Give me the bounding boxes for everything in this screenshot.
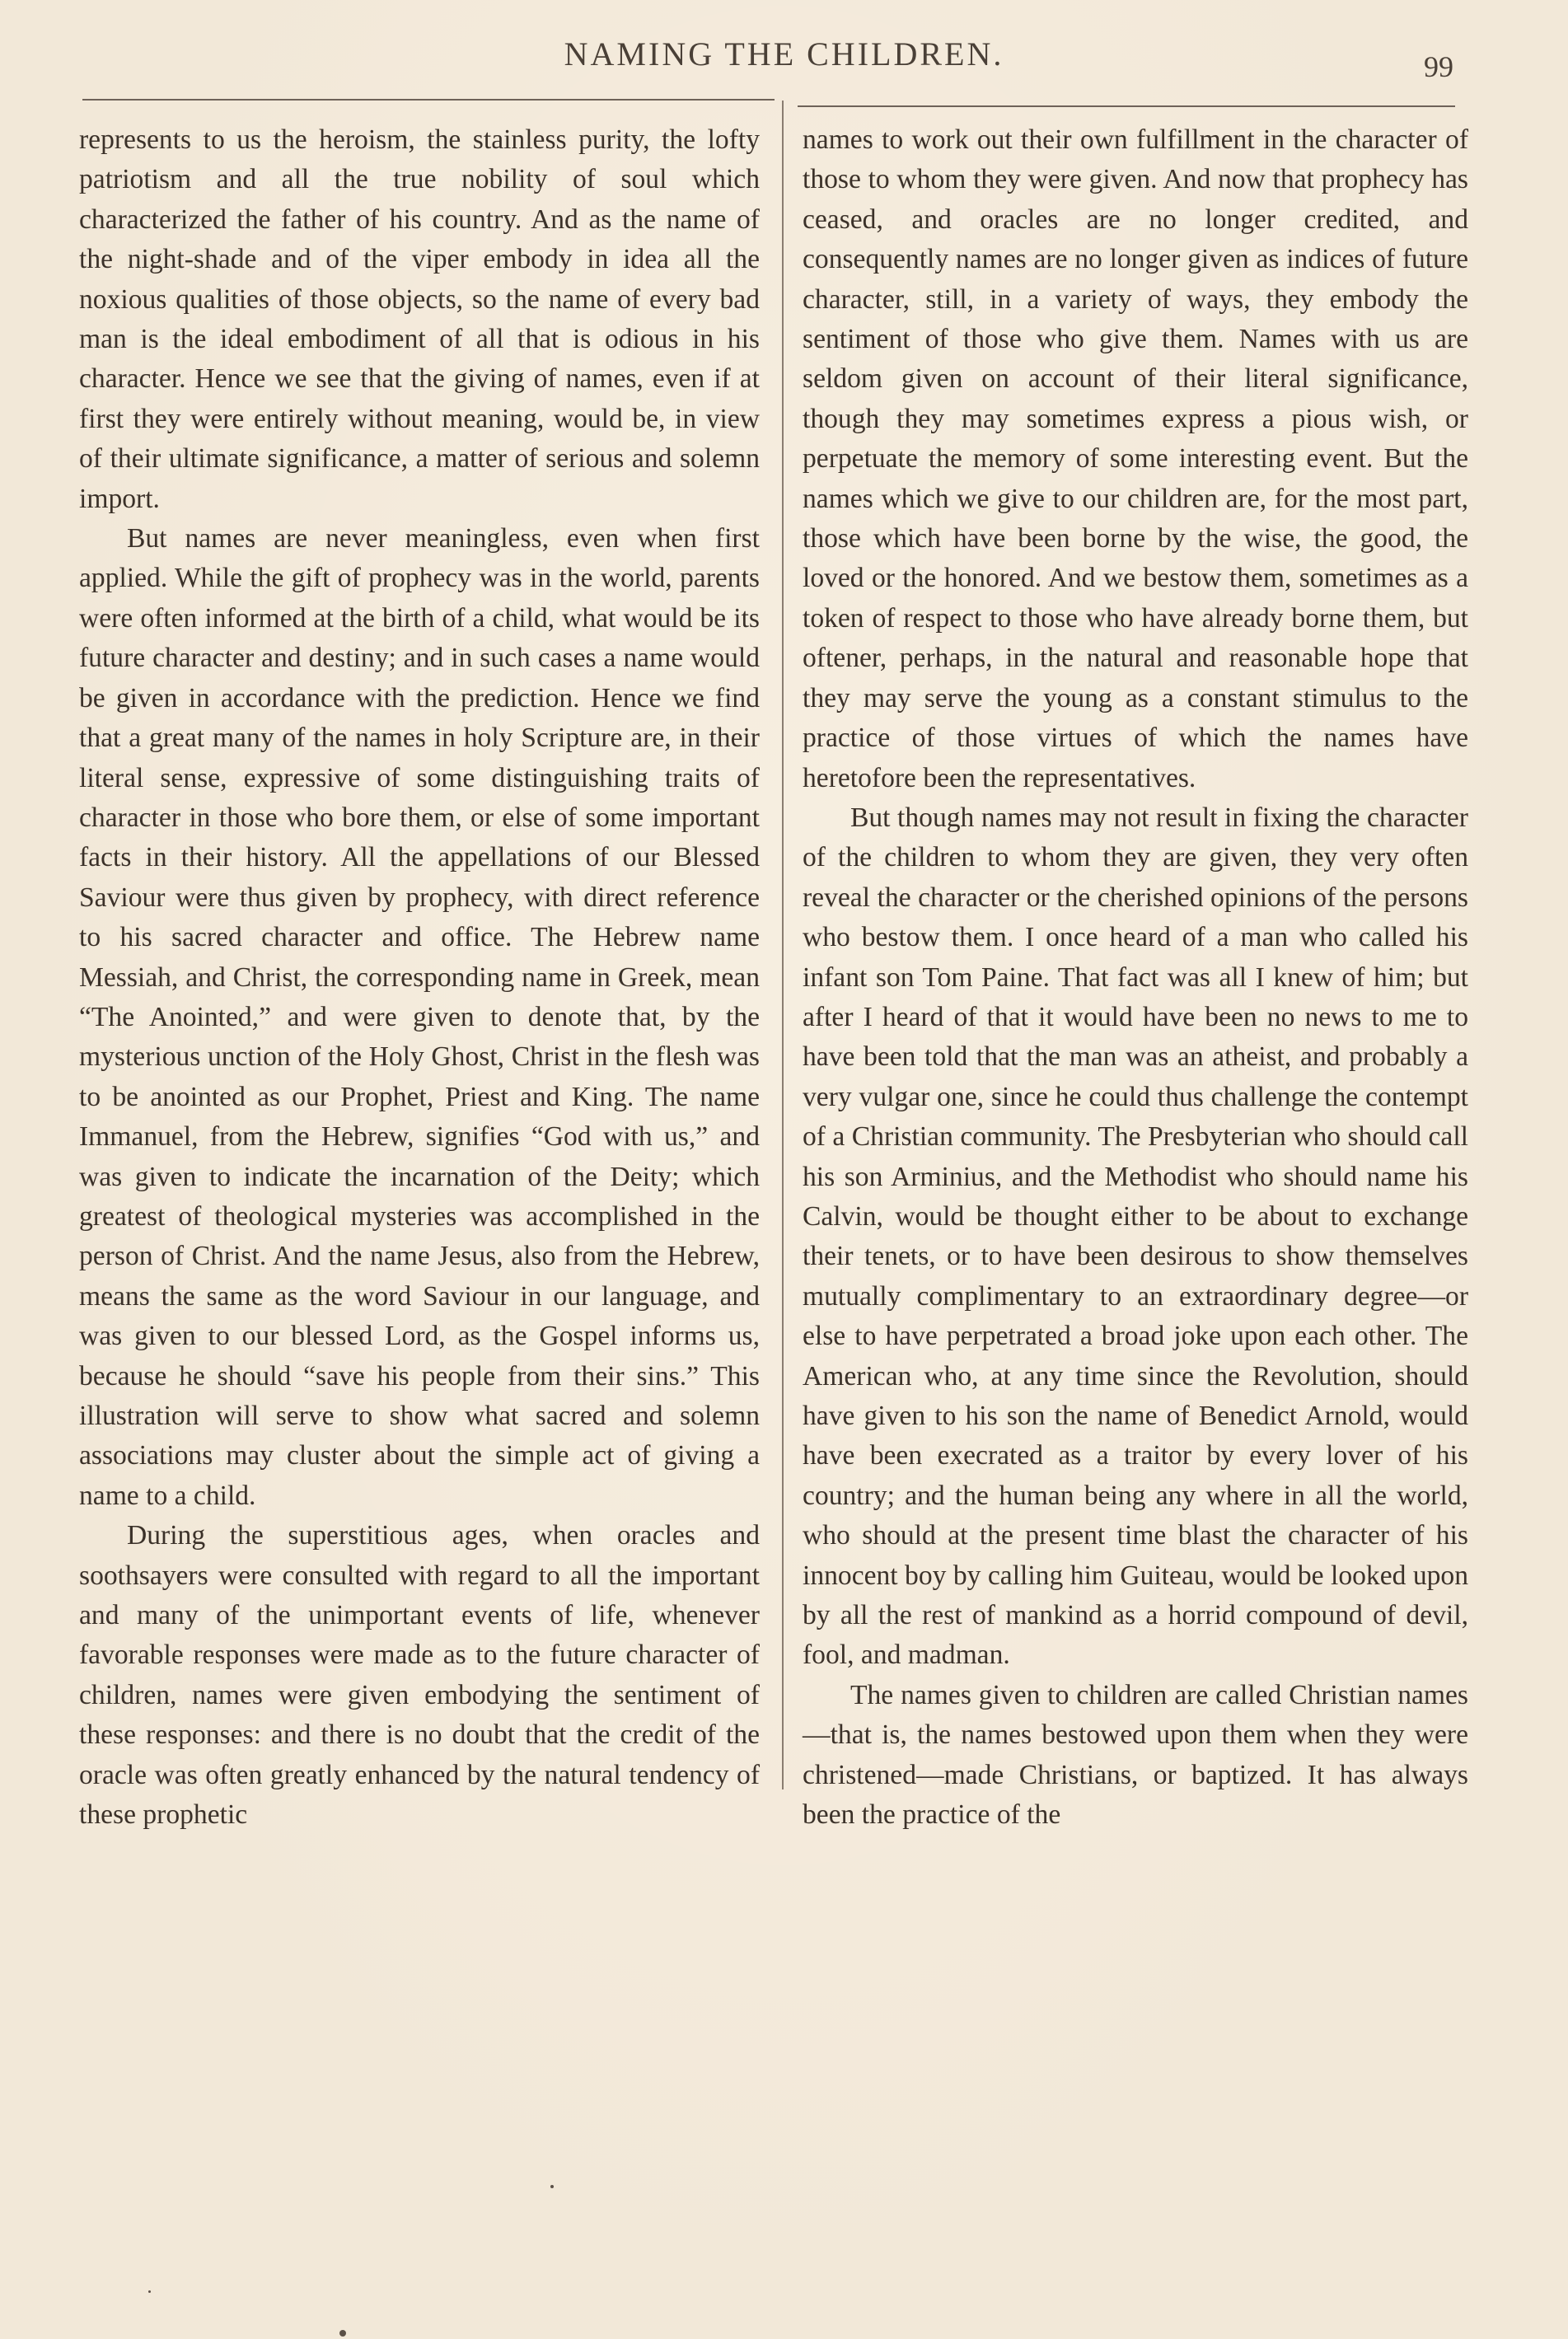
print-speck xyxy=(339,2330,346,2337)
paragraph: But names are never meaningless, even when first applied. While the gift of prophecy was in the world, parents were often informed at the birth of a child, what would be its future character and destiny; and in such cases a name would be given in accordance with the prediction. Hence we find that a great many of the names in holy Scripture are, in their literal sense, expressive of some distinguishing traits of character in those who bore them, or else of some important facts in their history. All the appellations of our Blessed Saviour were thus given by prophecy, with direct reference to his sacred character and office. The Hebrew name Messiah, and Christ, the corresponding name in Greek, mean “The Anointed,” and were given to denote that, by the mysterious unction of the Holy Ghost, Christ in the flesh was to be anointed as our Prophet, Priest and King. The name Immanuel, from the Hebrew, signifies “God with us,” and was given to indicate the incarnation of the Deity; which greatest of theological mysteries was accomplished in the person of Christ. And the name Jesus, also from the Hebrew, means the same as the word Saviour in our language, and was given to our blessed Lord, as the Gospel informs us, because he should “save his people from their sins.” This illustration will serve to show what sacred and solemn associations may cluster about the simple act of giving a name to a child. xyxy=(79,523,760,1511)
paragraph: represents to us the heroism, the stainless purity, the lofty patriotism and all the true nobility of soul which characterized the father of his country. And as the name of the night-shade and of the viper embody in idea all the noxious qualities of those objects, so the name of every bad man is the ideal embodiment of all that is odious in his character. Hence we see that the giving of names, even if at first they were entirely without meaning, would be, in view of their ultimate significance, a matter of serious and solemn import. xyxy=(79,124,760,514)
page-number: 99 xyxy=(1424,50,1453,83)
paragraph: names to work out their own fulfillment in the character of those to whom they were given. And now that prophecy has ceased, and oracles are no longer credited, and consequently names are no longer given as indices of future character, still, in a variety of ways, they embody the sentiment of those who give them. Names with us are seldom given on account of their literal significance, though they may sometimes express a pious wish, or perpetuate the memory of some interesting event. But the names which we give to our children are, for the most part, those which have been borne by the wise, the good, the loved or the honored. And we bestow them, sometimes as a token of respect to those who have already borne them, but oftener, perhaps, in the natural and reasonable hope that they may serve the young as a constant stimulus to the practice of those virtues of which the names have heretofore been the representatives. xyxy=(803,124,1468,793)
header-rule-right xyxy=(798,105,1455,107)
print-speck xyxy=(148,2290,151,2293)
column-divider xyxy=(782,101,784,1789)
paragraph: But though names may not result in fixing the character of the children to whom they are given, they very often reveal the character or the cherished opinions of the persons who bestow them. I once heard of a man who called his infant son Tom Paine. That fact was all I knew of him; but after I heard of that it would have been no news to me to have been told that the man was an atheist, and probably a very vulgar one, since he could thus challenge the contempt of a Christian community. The Presbyterian who should call his son Arminius, and the Methodist who should name his Calvin, would be thought either to be about to exchange their tenets, or to have been desirous to show themselves mutually complimentary to an extraordinary degree—or else to have perpetrated a broad joke upon each other. The American who, at any time since the Revolution, should have given to his son the name of Benedict Arnold, would have been execrated as a traitor by every lover of his country; and the human being any where in all the world, who should at the present time blast the character of his innocent boy by calling him Guiteau, would be looked upon by all the rest of mankind as a horrid compound of devil, fool, and madman. xyxy=(803,802,1468,1671)
left-column xyxy=(79,120,760,1835)
paragraph: The names given to children are called Christian names—that is, the names bestowed upon them when they were christened—made Christians, or baptized. It has always been the practice of the xyxy=(803,1679,1468,1831)
right-column xyxy=(803,120,1468,1835)
print-speck xyxy=(550,2185,554,2188)
paragraph: During the superstitious ages, when oracles and soothsayers were consulted with regard to all the important and many of the unimportant events of life, whenever favorable responses were made as to the future character of children, names were given embodying the sentiment of these responses: and there is no doubt that the credit of the oracle was often greatly enhanced by the natural tendency of these prophetic xyxy=(79,1520,760,1831)
header-rule-left xyxy=(82,99,775,101)
running-title: NAMING THE CHILDREN. xyxy=(564,35,1004,73)
